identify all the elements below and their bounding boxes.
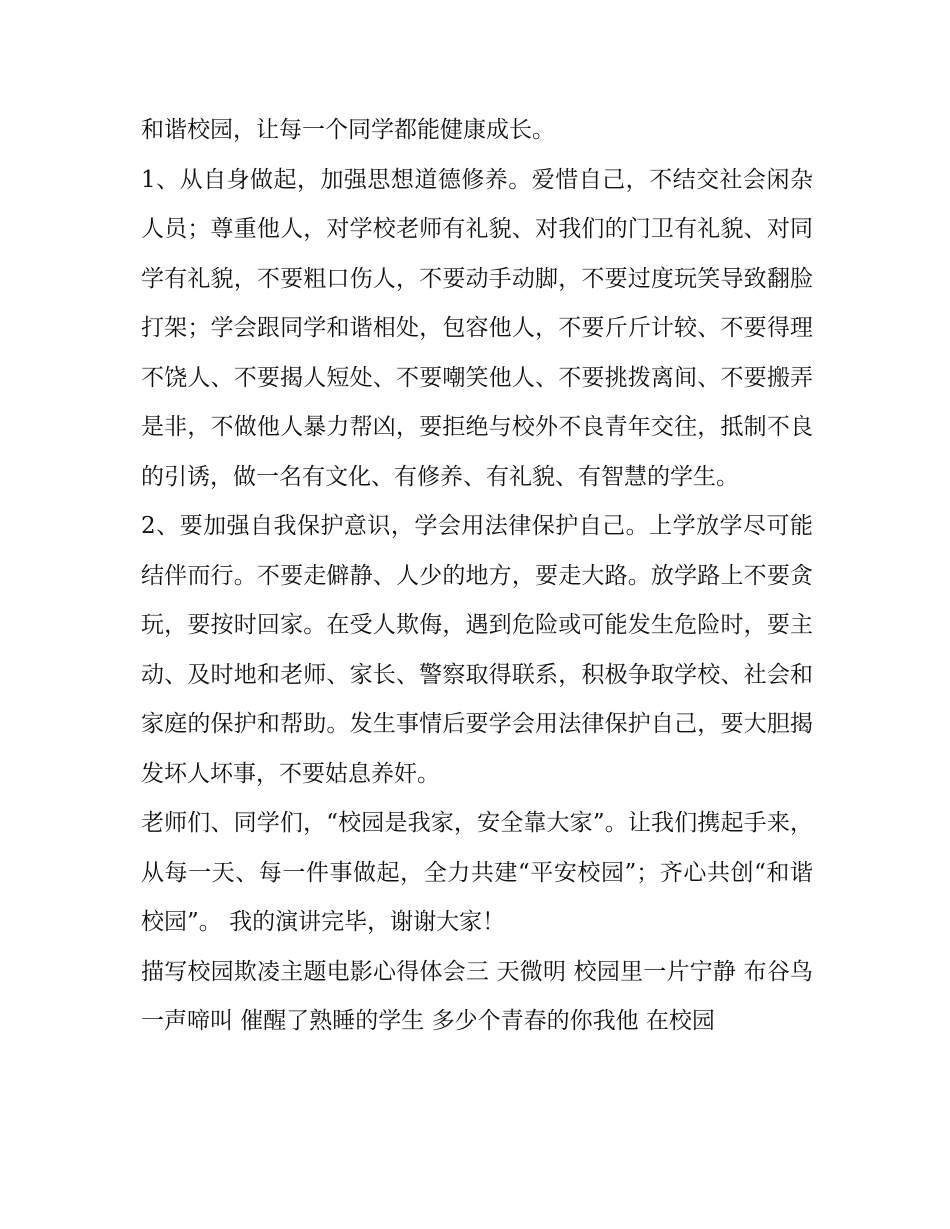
paragraph-closing: 老师们、同学们，“校园是我家，安全靠大家”。让我们携起手来，从每一天、每一件事做起，全力共建“平安校园”；齐心共创“和谐校园”。 我的演讲完毕，谢谢大家！ bbox=[141, 810, 813, 935]
paragraph-next-section: 描写校园欺凌主题电影心得体会三 天微明 校园里一片宁静 布谷鸟一声啼叫 催醒了熟睡的学生 多少个青春的你我他 在校园 bbox=[141, 958, 813, 1034]
document-body bbox=[141, 106, 813, 1047]
paragraph-point-2: 2、要加强自我保护意识，学会用法律保护自己。上学放学尽可能结伴而行。不要走僻静、人少的地方，要走大路。放学路上不要贪玩，要按时回家。在受人欺侮，遇到危险或可能发生危险时，要主动、及时地和老师、家长、警察取得联系，积极争取学校、社会和家庭的保护和帮助。发生事情后要学会用法律保护自己，要大胆揭发坏人坏事，不要姑息养奸。 bbox=[141, 513, 813, 787]
paragraph-point-1: 1、从自身做起，加强思想道德修养。爱惜自己，不结交社会闲杂人员；尊重他人，对学校老师有礼貌、对我们的门卫有礼貌、对同学有礼貌，不要粗口伤人，不要动手动脚，不要过度玩笑导致翻脸打架；学会跟同学和谐相处，包容他人，不要斤斤计较、不要得理不饶人、不要揭人短处、不要嘲笑他人、不要挑拨离间、不要搬弄是非，不做他人暴力帮凶，要拒绝与校外不良青年交往，抵制不良的引诱，做一名有文化、有修养、有礼貌、有智慧的学生。 bbox=[141, 166, 813, 490]
paragraph-intro: 和谐校园，让每一个同学都能健康成长。 bbox=[141, 117, 555, 143]
